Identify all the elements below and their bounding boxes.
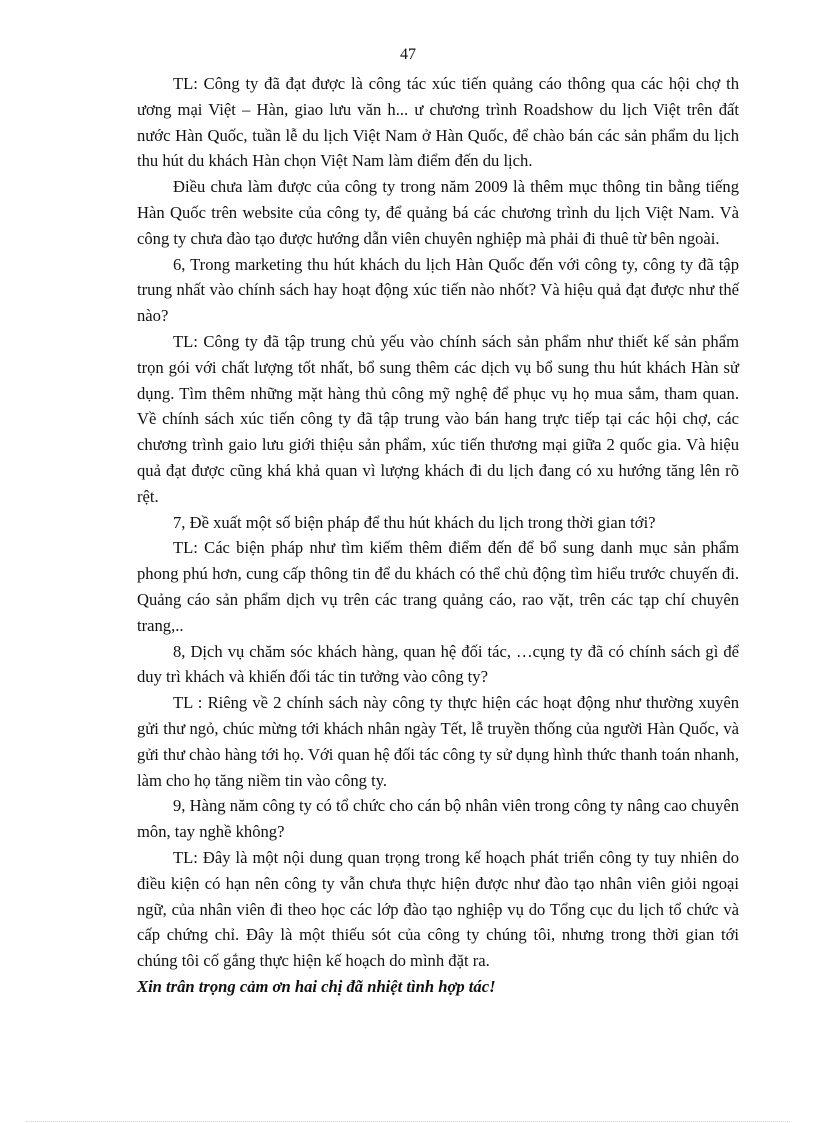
page-number: 47 — [400, 46, 416, 63]
question-9: 9, Hàng năm công ty có tổ chức cho cán bộ nhân viên trong công ty nâng cao chuyên môn, tay nghề không? — [137, 796, 739, 842]
document-body — [137, 71, 739, 1000]
question-8: 8, Dịch vụ chăm sóc khách hàng, quan hệ đối tác, …cụng ty đã có chính sách gì để duy trì khách và khiến đối tác tin tưởng vào công ty? — [137, 641, 739, 687]
question-7: 7, Đề xuất một số biện pháp để thu hút khách du lịch trong thời gian tới? — [173, 512, 656, 532]
answer-8: TL : Riêng về 2 chính sách này công ty thực hiện các hoạt động như thường xuyên gửi thư ngỏ, chúc mừng tới khách nhân ngày Tết, lễ truyền thống của người Hàn Quốc, và gửi thư chào hàng tới họ. Với quan hệ đối tác công ty sử dụng hình thức thanh toán nhanh, làm cho họ tăng niềm tin vào công ty. — [137, 693, 739, 790]
answer-paragraph-promotion: TL: Công ty đã đạt được là công tác xúc tiến quảng cáo thông qua các hội chợ th ương mại Việt – Hàn, giao lưu văn h... ư chương trình Roadshow du lịch Việt trên đất nước Hàn Quốc, tuần lễ du lịch Việt Nam ở Hàn Quốc, để chào bán các sản phẩm du lịch thu hút du khách Hàn chọn Việt Nam làm điểm đến du lịch. — [137, 74, 739, 171]
answer-9: TL: Đây là một nội dung quan trọng trong kế hoạch phát triển công ty tuy nhiên do điều kiện có hạn nên công ty vẫn chưa thực hiện được như đào tạo nhân viên giỏi ngoại ngữ, của nhân viên đi theo học các lớp đào tạo nghiệp vụ do Tổng cục du lịch tổ chức và cấp chứng chỉ. Đây là một thiếu sót của công ty chúng tôi, nhưng trong thời gian tới chúng tôi cố gắng thực hiện kế hoạch do mình đặt ra. — [137, 847, 739, 971]
answer-7: TL: Các biện pháp như tìm kiếm thêm điểm đến để bổ sung danh mục sản phẩm phong phú hơn, cung cấp thông tin để du khách có thể chủ động tìm hiểu trước chuyến đi. Quảng cáo sản phẩm dịch vụ trên các trang quảng cáo, rao vặt, trên các tạp chí chuyên trang,.. — [137, 538, 739, 635]
closing-line: Xin trân trọng cảm ơn hai chị đã nhiệt tình hợp tác! — [137, 976, 496, 996]
footer-rule — [26, 1121, 790, 1122]
paragraph-shortcomings: Điều chưa làm được của công ty trong năm 2009 là thêm mục thông tin bằng tiếng Hàn Quốc trên website của công ty, để quảng bá các chương trình du lịch Việt Nam. Và công ty chưa đào tạo được hướng dẫn viên chuyên nghiệp mà phải đi thuê từ bên ngoài. — [137, 177, 739, 248]
question-6: 6, Trong marketing thu hút khách du lịch Hàn Quốc đến với công ty, công ty đã tập trung nhất vào chính sách hay hoạt động xúc tiến nào nhốt? Và hiệu quả đạt được như thế nào? — [137, 254, 739, 326]
answer-6: TL: Công ty đã tập trung chủ yếu vào chính sách sản phẩm như thiết kế sản phẩm trọn gói với chất lượng tốt nhất, bổ sung thêm các dịch vụ bổ sung thu hút khách Hàn sử dụng. Tìm thêm những mặt hàng thủ công mỹ nghệ để phục vụ họ mua sắm, tham quan. Về chính sách xúc tiến công ty đã tập trung vào bán hang trực tiếp tại các hội chợ, các chương trình gaio lưu giới thiệu sản phẩm, xúc tiến thương mại giữa 2 quốc gia. Và hiệu quả đạt được cũng khá khả quan vì lượng khách đi du lịch đang có xu hướng tăng lên rõ rệt. — [137, 331, 739, 506]
